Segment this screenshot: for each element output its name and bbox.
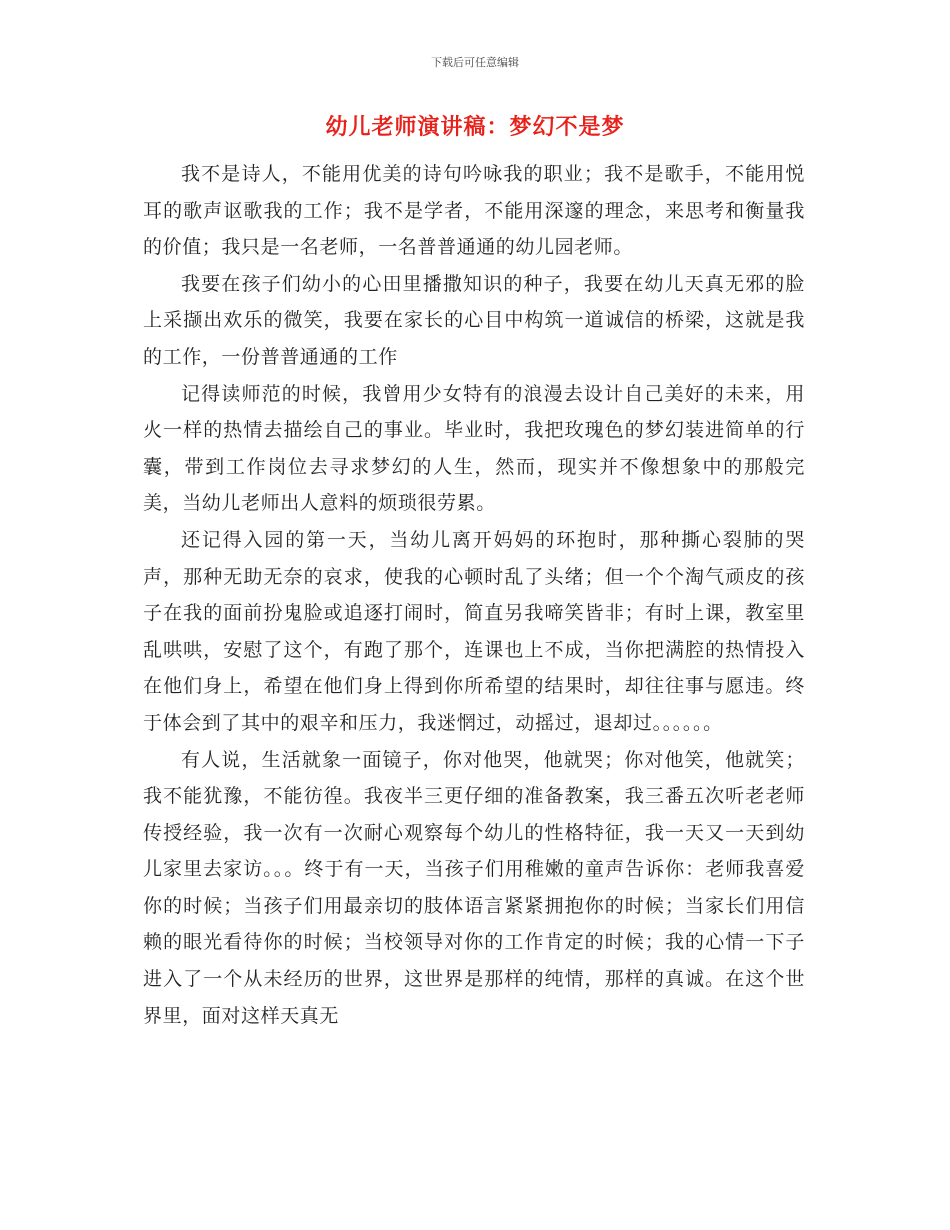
paragraph-2: 我要在孩子们幼小的心田里播撒知识的种子，我要在幼儿天真无邪的脸上采撷出欢乐的微笑，我要在家长的心目中构筑一道诚信的桥梁，这就是我的工作，一份普普通通的工作 (143, 272, 805, 368)
header-note: 下载后可任意编辑 (431, 56, 519, 69)
document-title: 幼儿老师演讲稿：梦幻不是梦 (325, 115, 625, 140)
paragraph-5: 有人说，生活就象一面镜子，你对他哭，他就哭；你对他笑，他就笑；我不能犹豫，不能彷徨。我夜半三更仔细的准备教案，我三番五次听老老师传授经验，我一次有一次耐心观察每个幼儿的性格特征，我一天又一天到幼儿家里去家访。。。终于有一天，当孩子们用稚嫩的童声告诉你：老师我喜爱你的时候；当孩子们用最亲切的肢体语言紧紧拥抱你的时候；当家长们用信赖的眼光看待你的时候；当校领导对你的工作肯定的时候；我的心情一下子进入了一个从未经历的世界，这世界是那样的纯情，那样的真诚。在这个世界里，面对这样天真无 (143, 748, 805, 1027)
paragraph-3: 记得读师范的时候，我曾用少女特有的浪漫去设计自己美好的未来，用火一样的热情去描绘自己的事业。毕业时，我把玫瑰色的梦幻装进简单的行囊，带到工作岗位去寻求梦幻的人生，然而，现实并不像想象中的那般完美，当幼儿老师出人意料的烦琐很劳累。 (143, 382, 805, 515)
paragraph-4: 还记得入园的第一天，当幼儿离开妈妈的环抱时，那种撕心裂肺的哭声，那种无助无奈的哀求，使我的心顿时乱了头绪；但一个个淘气顽皮的孩子在我的面前扮鬼脸或追逐打闹时，简直另我啼笑皆非；有时上课，教室里乱哄哄，安慰了这个，有跑了那个，连课也上不成，当你把满腔的热情投入在他们身上，希望在他们身上得到你所希望的结果时，却往往事与愿违。终于体会到了其中的艰辛和压力，我迷惘过，动摇过，退却过。。。。。。 (143, 528, 805, 734)
paragraph-1: 我不是诗人，不能用优美的诗句吟咏我的职业；我不是歌手，不能用悦耳的歌声讴歌我的工作；我不是学者，不能用深邃的理念，来思考和衡量我的价值；我只是一名老师，一名普普通通的幼儿园老师。 (143, 163, 805, 259)
document-body (143, 156, 805, 1034)
